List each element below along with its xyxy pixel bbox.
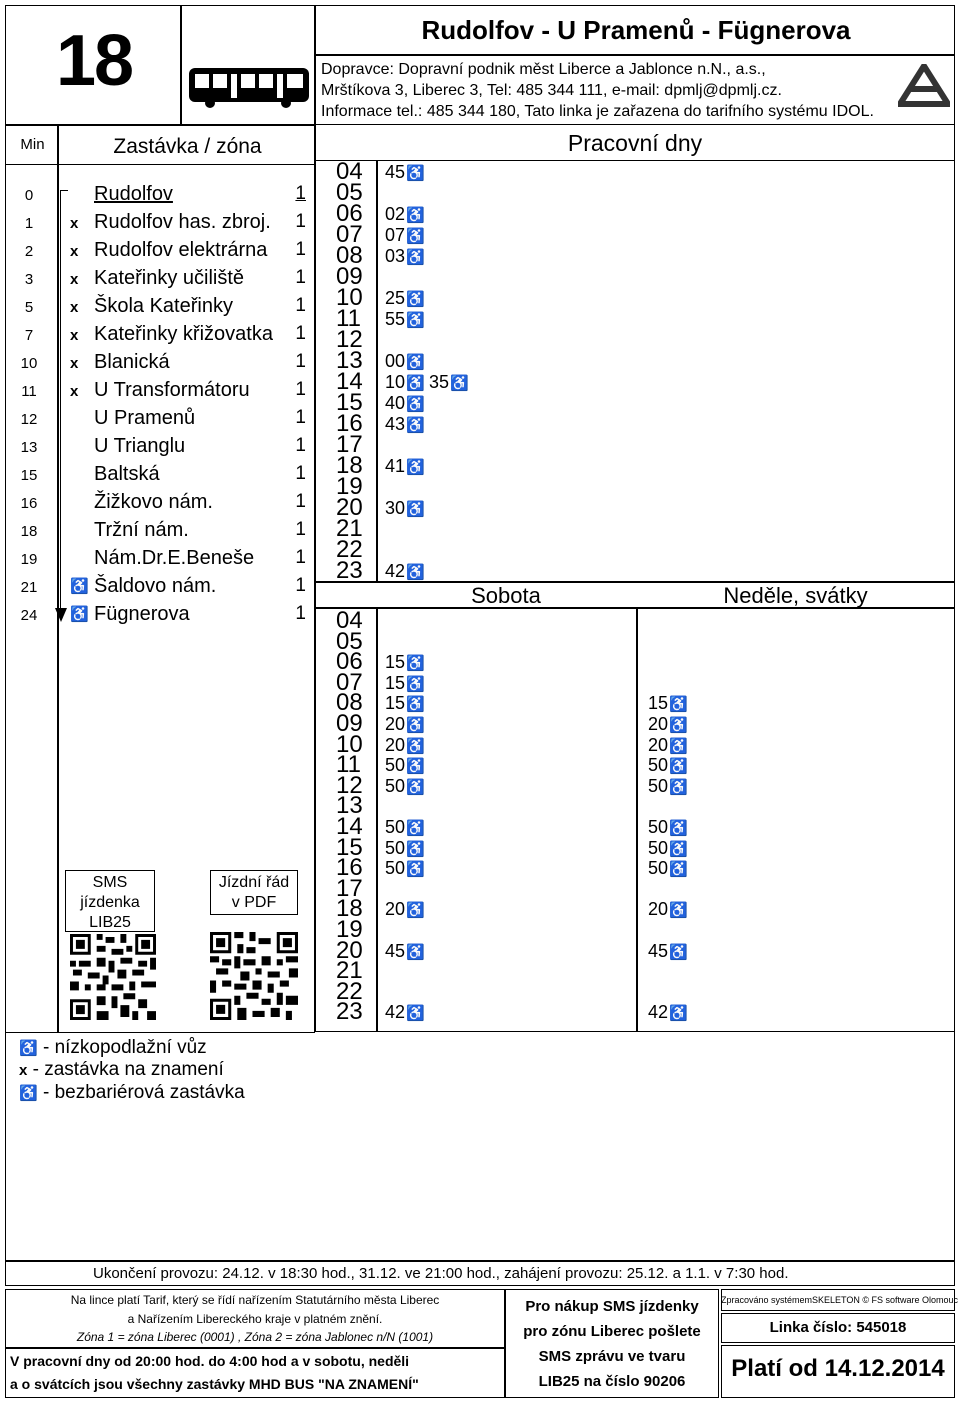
sunday-departure: 20♿	[648, 899, 688, 920]
sms-label-underline	[65, 870, 155, 932]
hour-label: 07	[336, 221, 363, 248]
wheelchair-icon: ♿	[406, 459, 425, 476]
hour-label: 11	[336, 305, 361, 332]
wheelchair-icon: ♿	[19, 1040, 38, 1057]
sunday-departure: 20♿	[648, 714, 688, 734]
sunday-departure: 50♿	[648, 817, 688, 837]
legend-item: x - zastávka na znamení	[19, 1059, 224, 1080]
wheelchair-icon: ♿	[406, 564, 425, 581]
night-note-line2: a o svátcích jsou všechny zastávky MHD BUS "NA ZNAMENÍ"	[10, 1376, 419, 1392]
saturday-departure: 15♿	[385, 652, 425, 673]
wheelchair-icon: ♿	[406, 1005, 425, 1023]
list-item: 15 Baltská 1	[20, 463, 306, 485]
weekend-day-divider	[636, 608, 638, 1032]
wheelchair-icon: ♿	[669, 737, 688, 755]
wheelchair-icon: ♿	[669, 840, 688, 858]
saturday-title: Sobota	[471, 583, 541, 608]
weekday-departure: 00♿	[385, 351, 425, 371]
operator-box	[315, 55, 955, 125]
hour-label: 15	[336, 389, 363, 416]
saturday-departure: 50♿	[385, 755, 425, 776]
list-item: 24 ♿ Fügnerova 1	[20, 603, 306, 625]
wheelchair-icon: ♿	[406, 655, 425, 673]
wheelchair-icon: ♿	[669, 943, 688, 961]
hour-label: 07	[336, 668, 363, 696]
wheelchair-icon: ♿	[406, 375, 425, 392]
hour-label: 04	[336, 607, 363, 634]
saturday-departure: 50♿	[385, 775, 425, 796]
legend	[5, 1032, 315, 1261]
list-item: 11 x U Transformátoru 1	[21, 379, 306, 401]
hour-label: 21	[336, 515, 363, 542]
hour-label: 17	[336, 431, 363, 458]
hour-label: 10	[336, 730, 363, 758]
sunday-departure: 50♿	[648, 775, 688, 796]
hour-label: 06	[336, 648, 363, 676]
wheelchair-icon: ♿	[406, 249, 425, 266]
hour-label: 05	[336, 179, 363, 206]
saturday-departure: 50♿	[385, 858, 425, 879]
saturday-departure: 45♿	[385, 940, 425, 961]
weekday-departure: 42♿	[385, 561, 425, 581]
hour-label: 19	[336, 916, 363, 943]
sunday-departure: 50♿	[648, 755, 688, 776]
wheelchair-icon: ♿	[669, 820, 688, 837]
hour-label: 15	[336, 833, 363, 861]
wheelchair-icon: ♿	[406, 417, 425, 434]
saturday-departure: 15♿	[385, 672, 425, 693]
wheelchair-icon: ♿	[406, 840, 425, 858]
pdf-label-underline	[210, 870, 298, 915]
line-number: 18	[55, 21, 133, 101]
wheelchair-icon: ♿	[669, 861, 688, 879]
saturday-departure: 20♿	[385, 734, 425, 755]
hour-label: 21	[336, 957, 363, 985]
wheelchair-icon: ♿	[406, 228, 425, 245]
sunday-departure: 50♿	[648, 858, 688, 879]
tariff-line1: Na lince platí Tarif, který se řídí nařízením Statutárního města Liberec	[70, 1293, 440, 1307]
wheelchair-icon: ♿	[406, 696, 425, 714]
wheelchair-icon: ♿	[669, 778, 688, 796]
weekday-departure: 45♿	[385, 162, 425, 182]
wheelchair-icon: ♿	[406, 861, 425, 879]
hour-label: 17	[336, 874, 363, 902]
saturday-departure: 20♿	[385, 714, 425, 734]
wheelchair-icon: ♿	[406, 501, 425, 518]
hour-label: 23	[336, 998, 363, 1026]
tariff-line2: a Nařízením Libereckého kraje v platném znění.	[127, 1312, 383, 1326]
sms-qr-code-icon	[70, 934, 156, 1020]
sms-label: SMS jízdenka LIB25	[80, 874, 140, 931]
wheelchair-icon: ♿	[669, 717, 688, 734]
wheelchair-icon: ♿	[669, 696, 688, 714]
weekday-departure: 43♿	[385, 414, 425, 434]
sunday-departure: 15♿	[648, 693, 688, 714]
line-code: Linka číslo: 545018	[769, 1319, 907, 1336]
weekday-title: Pracovní dny	[567, 130, 703, 156]
hour-label: 18	[336, 895, 363, 923]
list-item: 18 Tržní nám. 1	[20, 519, 306, 541]
wheelchair-icon: ♿	[406, 820, 425, 837]
hour-label: 14	[336, 813, 363, 840]
saturday-departure: 50♿	[385, 817, 425, 837]
list-item: 3 x Kateřinky učiliště 1	[24, 267, 306, 289]
tariff-line3: Zóna 1 = zóna Liberec (0001) , Zóna 2 = zóna Jablonec n/N (1001)	[76, 1330, 434, 1344]
weekday-departure: 25♿	[385, 288, 425, 308]
sunday-departure: 45♿	[648, 940, 688, 961]
bus-icon	[186, 64, 312, 110]
wheelchair-icon: ♿	[19, 1085, 38, 1102]
operator-line2: Mrštíkova 3, Liberec 3, Tel: 485 344 111, e-mail: dpmlj@dpmlj.cz.	[321, 82, 782, 99]
hour-label: 18	[336, 452, 363, 479]
hour-label: 22	[336, 977, 363, 1005]
hour-label: 10	[336, 284, 363, 311]
saturday-departure: 42♿	[385, 1002, 425, 1023]
hour-label: 06	[336, 200, 363, 227]
night-note-line1: V pracovní dny od 20:00 hod. do 4:00 hod a v sobotu, neděli	[10, 1353, 410, 1369]
hour-label: 09	[336, 710, 363, 737]
holiday-note: Ukončení provozu: 24.12. v 18:30 hod., 31.12. ve 21:00 hod., zahájení provozu: 25.12. a 1.1. v 7:30 hod.	[93, 1265, 789, 1282]
hour-label: 04	[336, 158, 363, 185]
hour-label: 09	[336, 263, 363, 290]
stops-header: Zastávka / zóna	[58, 125, 315, 165]
weekday-departure: 02♿	[385, 204, 425, 224]
weekday-departure: 40♿	[385, 393, 425, 413]
wheelchair-icon: ♿	[406, 396, 425, 413]
wheelchair-icon: ♿	[406, 902, 425, 920]
weekend-hour-divider	[376, 608, 378, 1032]
weekday-departure: 30♿	[385, 498, 425, 518]
wheelchair-icon: ♿	[406, 165, 425, 182]
weekday-departure: 03♿	[385, 246, 425, 266]
hour-label: 08	[336, 242, 363, 269]
wheelchair-icon: ♿	[406, 207, 425, 224]
wheelchair-icon: ♿	[406, 778, 425, 796]
wheelchair-icon: ♿	[406, 312, 425, 329]
sunday-departure: 42♿	[648, 1002, 688, 1023]
wheelchair-icon: ♿	[450, 375, 469, 392]
saturday-departure: 50♿	[385, 837, 425, 858]
wheelchair-icon: ♿	[406, 737, 425, 755]
sunday-departure: 50♿	[648, 837, 688, 858]
hour-label: 23	[336, 557, 363, 584]
hour-label: 20	[336, 936, 363, 964]
list-item: 21 ♿ Šaldovo nám. 1	[20, 575, 306, 597]
list-item: 7 x Kateřinky křižovatka 1	[24, 323, 306, 345]
weekday-departure: 41♿	[385, 456, 425, 476]
saturday-departure: 20♿	[385, 899, 425, 920]
valid-from: Platí od 14.12.2014	[731, 1355, 945, 1382]
weekday-departure: 07♿	[385, 225, 425, 245]
sms-purchase-text: Pro nákup SMS jízdenky pro zónu Liberec pošlete SMS zprávu ve tvaru LIB25 na číslo 90206	[523, 1298, 701, 1390]
hour-label: 22	[336, 536, 363, 563]
line-number-box	[5, 5, 181, 125]
hour-label: 16	[336, 854, 363, 882]
list-item: 0 Rudolfov 1	[24, 183, 306, 205]
hour-label: 13	[336, 792, 363, 820]
hour-label: 11	[336, 751, 361, 779]
hour-label: 13	[336, 347, 363, 374]
operator-line1: Dopravce: Dopravní podnik měst Liberce a Jablonce n.N., a.s.,	[321, 61, 766, 78]
legend-item: ♿ - nízkopodlažní vůz	[19, 1037, 207, 1058]
wheelchair-icon: ♿	[669, 758, 688, 776]
operator-logo-icon	[898, 64, 950, 108]
legend-item: ♿ - bezbariérová zastávka	[19, 1082, 245, 1103]
list-item: 5 x Škola Kateřinky 1	[24, 295, 306, 317]
hour-label: 12	[336, 326, 363, 353]
hour-label: 12	[336, 771, 363, 799]
weekday-hour-divider	[376, 160, 378, 582]
hour-label: 20	[336, 494, 363, 521]
sunday-title: Neděle, svátky	[723, 583, 868, 608]
processed-by: Zpracováno systémemSKELETON © FS software Olomouc	[721, 1295, 959, 1305]
wheelchair-icon: ♿	[406, 675, 425, 693]
weekday-departure: 55♿	[385, 309, 425, 329]
hour-label: 16	[336, 410, 363, 437]
route-title: Rudolfov - U Pramenů - Fügnerova	[421, 15, 851, 45]
min-header: Min	[5, 125, 58, 165]
list-item: 13 U Trianglu 1	[20, 435, 306, 457]
wheelchair-icon: ♿	[669, 1005, 688, 1023]
hour-label: 08	[336, 689, 363, 717]
list-item: 1 x Rudolfov has. zbroj. 1	[24, 211, 306, 233]
hour-label: 05	[336, 627, 363, 655]
wheelchair-icon: ♿	[406, 943, 425, 961]
wheelchair-icon: ♿	[669, 902, 688, 920]
wheelchair-icon: ♿	[406, 291, 425, 308]
sunday-departure: 20♿	[648, 734, 688, 755]
list-item: 19 Nám.Dr.E.Beneše 1	[20, 547, 306, 569]
pdf-qr-code-icon	[210, 932, 298, 1020]
wheelchair-icon: ♿	[406, 717, 425, 734]
saturday-departure: 15♿	[385, 693, 425, 714]
wheelchair-icon: ♿	[406, 758, 425, 776]
route-title-box	[315, 5, 955, 55]
list-item: 10 x Blanická 1	[20, 351, 306, 373]
list-item: 12 U Pramenů 1	[20, 407, 306, 429]
bus-box	[181, 5, 315, 125]
weekday-departure: 35♿	[429, 372, 469, 392]
hour-label: 14	[336, 368, 363, 395]
list-item: 2 x Rudolfov elektrárna 1	[24, 239, 306, 261]
list-item: 16 Žižkovo nám. 1	[20, 491, 306, 513]
request-stop-icon: x	[19, 1062, 28, 1079]
weekday-departure: 10♿	[385, 372, 425, 392]
hour-label: 19	[336, 473, 363, 500]
pdf-label: Jízdní řád v PDF	[218, 874, 290, 911]
wheelchair-icon: ♿	[406, 354, 425, 371]
operator-line3: Informace tel.: 485 344 180, Tato linka je zařazena do tarifního systému IDOL.	[321, 103, 874, 120]
